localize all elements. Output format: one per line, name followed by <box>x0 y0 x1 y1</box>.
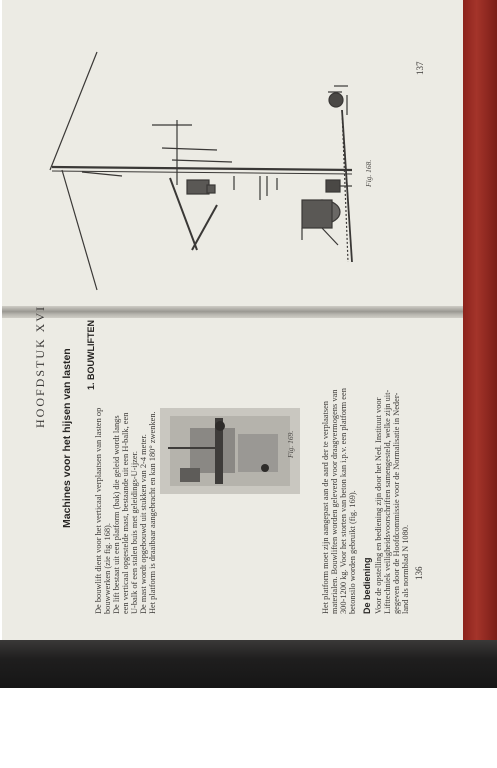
scan-background <box>0 688 497 768</box>
chapter-subtitle: Machines voor het hijsen van lasten <box>61 348 73 528</box>
paragraph-3-line: land als normblad N 1080. <box>401 524 410 614</box>
page-137 <box>2 0 463 308</box>
book-cover-edge-right <box>463 0 497 660</box>
figure-169-photo <box>160 408 300 494</box>
figure-168-caption: Fig. 168. <box>364 159 373 187</box>
paragraph-2-line: betonsilo worden gebruikt (fig. 169). <box>348 490 357 614</box>
paragraph-2-line: Het platform moet zijn aangepast aan de aard der te verplaatsen <box>321 401 330 614</box>
paragraph-3-line: gegeven door de Hoofdcommissie voor de Normalisatie in Neder- <box>392 392 401 614</box>
paragraph-3-line: Lifttechniek veiligheidsvoorschriften samengesteld, welke zijn uit- <box>383 389 392 614</box>
paragraph-1-line: een verticaal opgestelde mast, bestaande uit een H-balk, een <box>121 412 130 614</box>
paragraph-2-line: 300-1200 kg. Voor het storten van beton kan i.p.v. een platform een <box>339 388 348 614</box>
section-heading-bouwliften: 1. BOUWLIFTEN <box>86 320 96 390</box>
paragraph-2-line: materialen. Bouwliften worden geleverd voor draagvermogens van <box>330 389 339 614</box>
paragraph-1-line: bouwwerken (zie fig. 168). <box>103 523 112 614</box>
figure-168-hoist-drawing <box>2 0 463 308</box>
chapter-title: HOOFDSTUK XVI <box>33 304 47 428</box>
paragraph-1-line: De lift bestaat uit een platform (bak) die geleid wordt langs <box>112 415 121 614</box>
paragraph-1-line: Het platform is draaibaar aangebracht en kan 180° zwenken. <box>148 411 157 614</box>
book-cover-edge-bottom <box>0 640 497 688</box>
paragraph-1-line: U-balk of een stalen buis met geleidings-U-ijzer. <box>130 450 139 614</box>
page-number-137: 137 <box>415 61 425 75</box>
figure-169-caption: Fig. 169. <box>286 430 295 458</box>
paragraph-1-line: De bouwlift dient voor het verticaal verplaatsen van lasten op <box>94 407 103 614</box>
paragraph-3-line: Voor de opstelling en bediening zijn door het Ned. Instituut voor <box>374 397 383 614</box>
page-number-136: 136 <box>414 566 424 580</box>
section-heading-bediening: De bediening <box>362 557 372 614</box>
page-136 <box>2 304 463 640</box>
paragraph-1-line: De mast wordt opgebouwd uit stukken van 2-4 meter. <box>139 434 148 614</box>
